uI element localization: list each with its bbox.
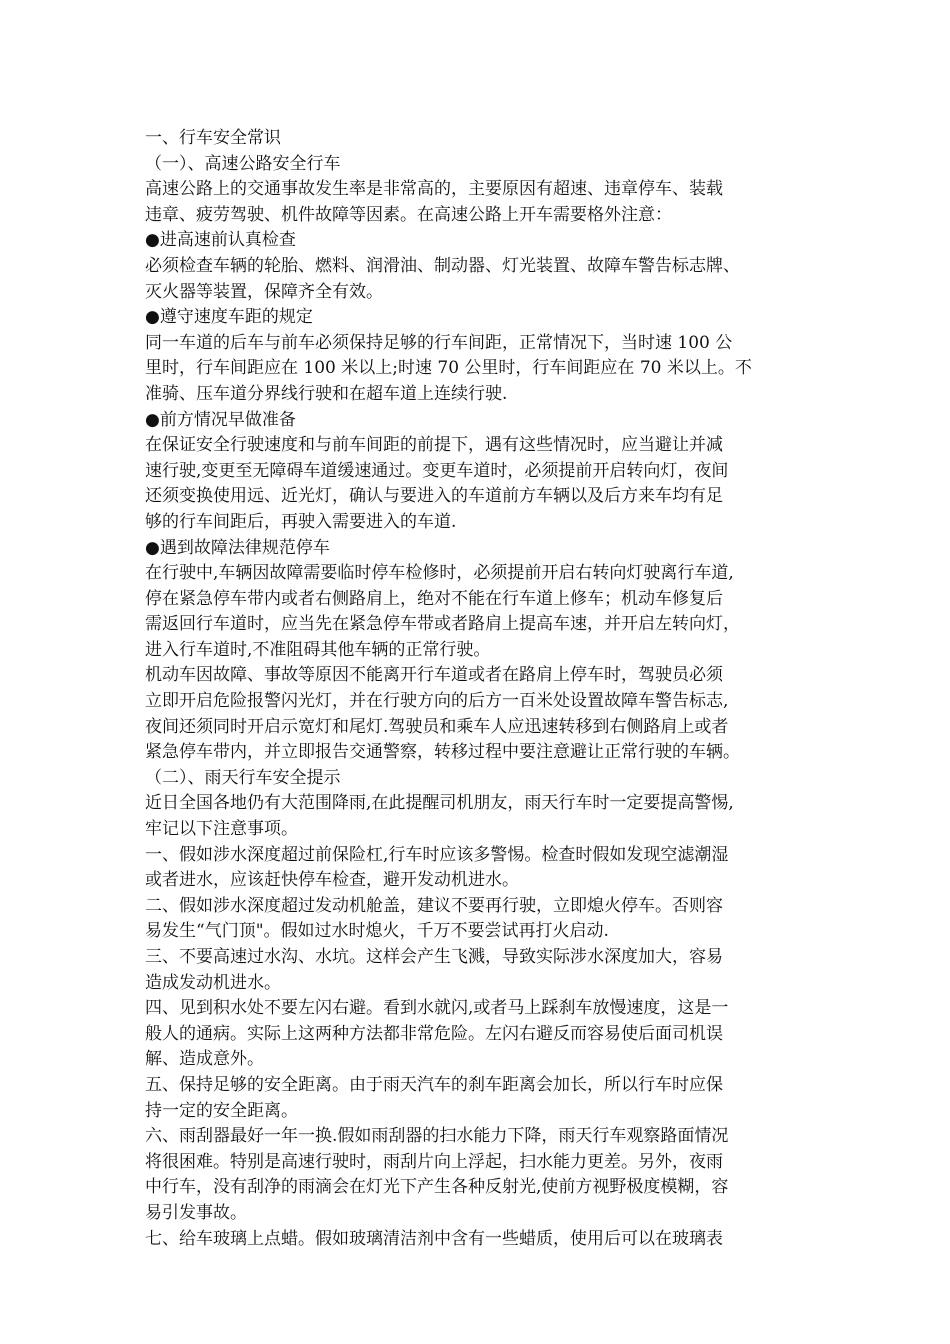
text-line: 高速公路上的交通事故发生率是非常高的，主要原因有超速、违章停车、装载 — [145, 179, 723, 200]
text-line: 停在紧急停车带内或者右侧路肩上，绝对不能在行车道上修车；机动车修复后 — [145, 588, 723, 609]
text-line: 将很困难。特别是高速行驶时，雨刮片向上浮起，扫水能力更差。另外，夜雨 — [145, 1151, 723, 1172]
text-line: 或者进水，应该赶快停车检查，避开发动机进水。 — [145, 870, 519, 891]
text-line: 持一定的安全距离。 — [145, 1100, 298, 1121]
text-line: ●进高速前认真检查 — [145, 230, 296, 251]
text-line: 六、雨刮器最好一年一换.假如雨刮器的扫水能力下降，雨天行车观察路面情况 — [145, 1126, 729, 1147]
text-line: 在保证安全行驶速度和与前车间距的前提下，遇有这些情况时，应当避让并减 — [145, 435, 723, 456]
text-line: 牢记以下注意事项。 — [145, 819, 298, 840]
text-line: 必须检查车辆的轮胎、燃料、润滑油、制动器、灯光装置、故障车警告标志牌、 — [145, 255, 740, 276]
text-line: 够的行车间距后，再驶入需要进入的车道. — [145, 511, 457, 532]
text-line: 夜间还须同时开启示宽灯和尾灯.驾驶员和乘车人应迅速转移到右侧路肩上或者 — [145, 716, 729, 737]
text-line: 在行驶中,车辆因故障需要临时停车检修时，必须提前开启右转向灯驶离行车道, — [145, 563, 734, 584]
text-line: ●遵守速度车距的规定 — [145, 307, 313, 328]
text-line: 进入行车道时,不准阻碍其他车辆的正常行驶。 — [145, 639, 491, 660]
text-line: 四、见到积水处不要左闪右避。看到水就闪,或者马上踩刹车放慢速度，这是一 — [145, 998, 729, 1019]
text-line: 里时，行车间距应在 100 米以上;时速 70 公里时，行车间距应在 70 米以上。不 — [145, 358, 752, 379]
text-line: ●前方情况早做准备 — [145, 409, 296, 430]
text-line: 一、假如涉水深度超过前保险杠,行车时应该多警惕。检查时假如发现空滤潮湿 — [145, 844, 729, 865]
text-line: 近日全国各地仍有大范围降雨,在此提醒司机朋友，雨天行车时一定要提高警惕, — [145, 793, 734, 814]
text-line: 同一车道的后车与前车必须保持足够的行车间距，正常情况下，当时速 100 公 — [145, 332, 733, 353]
text-line: 三、不要高速过水沟、水坑。这样会产生飞溅，导致实际涉水深度加大，容易 — [145, 947, 723, 967]
text-line: （一）、高速公路安全行车 — [145, 153, 341, 174]
text-line: 紧急停车带内，并立即报告交通警察，转移过程中要注意避让正常行驶的车辆。 — [145, 742, 740, 763]
text-line: 般人的通病。实际上这两种方法都非常危险。左闪右避反而容易使后面司机误 — [145, 1023, 723, 1044]
text-line: 灭火器等装置，保障齐全有效。 — [145, 281, 383, 302]
text-line: 一、行车安全常识 — [145, 128, 281, 148]
text-line: 中行车，没有刮净的雨滴会在灯光下产生各种反射光,使前方视野极度模糊，容 — [145, 1177, 729, 1198]
text-line: 五、保持足够的安全距离。由于雨天汽车的刹车距离会加长，所以行车时应保 — [145, 1074, 723, 1095]
text-line: 易引发事故。 — [145, 1202, 247, 1223]
text-line: ●遇到故障法律规范停车 — [145, 537, 330, 558]
text-line: 易发生“气门顶"。假如过水时熄火，千万不要尝试再打火启动. — [145, 921, 609, 942]
text-line: 准骑、压车道分界线行驶和在超车道上连续行驶. — [145, 383, 508, 404]
text-line: 速行驶,变更至无障碍车道缓速通过。变更车道时，必须提前开启转向灯，夜间 — [145, 460, 729, 481]
document-body — [145, 126, 813, 1252]
text-line: 解、造成意外。 — [145, 1049, 264, 1070]
text-line: 七、给车玻璃上点蜡。假如玻璃清洁剂中含有一些蜡质，使用后可以在玻璃表 — [145, 1228, 723, 1249]
text-line: 违章、疲劳驾驶、机件故障等因素。在高速公路上开车需要格外注意： — [145, 204, 672, 225]
text-line: （二）、雨天行车安全提示 — [145, 767, 341, 788]
text-line: 造成发动机进水。 — [145, 972, 281, 993]
text-line: 还须变换使用远、近光灯，确认与要进入的车道前方车辆以及后方来车均有足 — [145, 486, 723, 507]
text-line: 机动车因故障、事故等原因不能离开行车道或者在路肩上停车时，驾驶员必须 — [145, 665, 723, 686]
text-line: 立即开启危险报警闪光灯，并在行驶方向的后方一百米处设置故障车警告标志, — [145, 691, 729, 712]
text-line: 二、假如涉水深度超过发动机舱盖，建议不要再行驶，立即熄火停车。否则容 — [145, 895, 723, 916]
text-line: 需返回行车道时，应当先在紧急停车带或者路肩上提高车速，并开启左转向灯， — [145, 614, 740, 635]
